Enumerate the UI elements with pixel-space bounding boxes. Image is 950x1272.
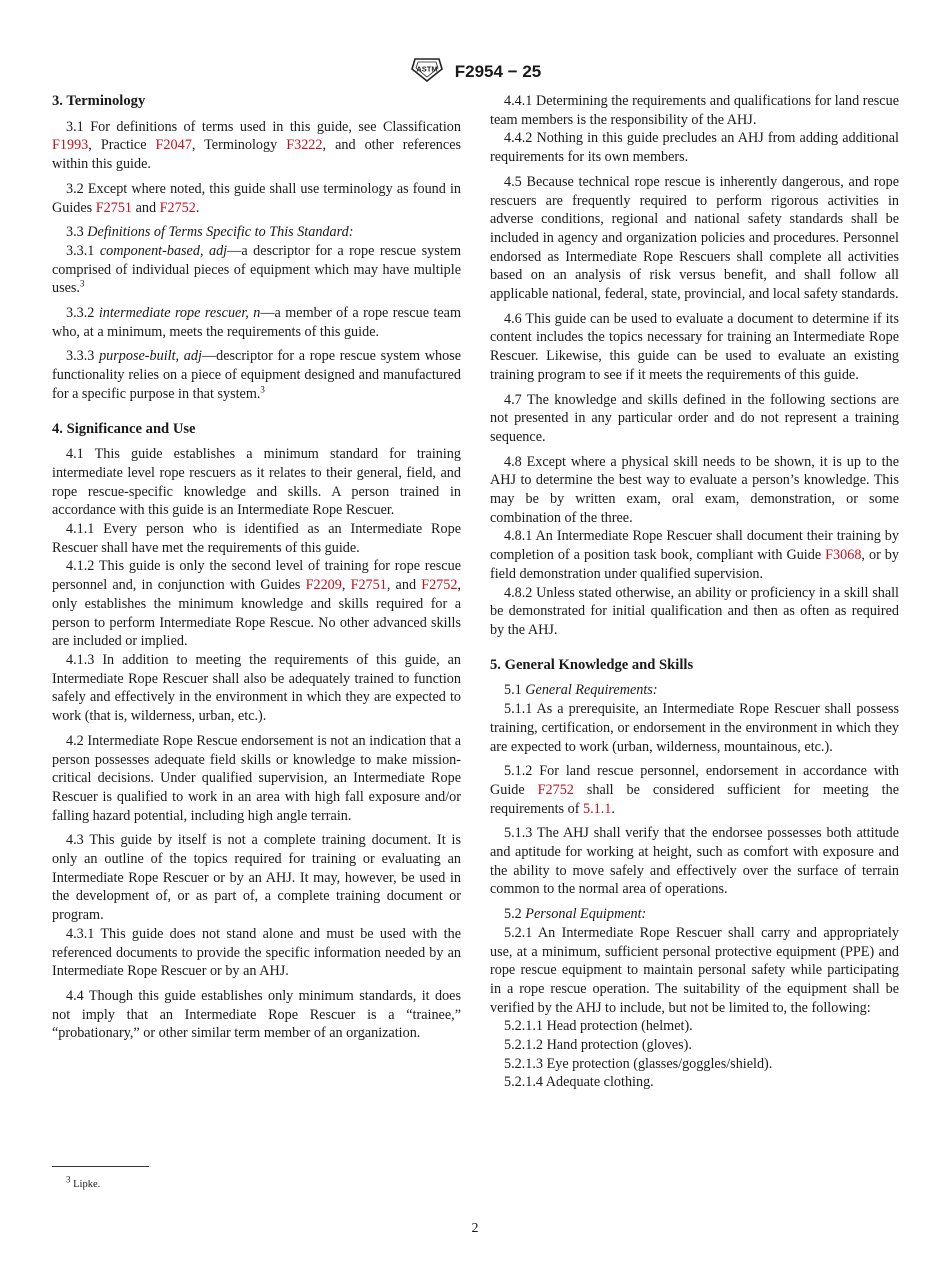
svg-text:ASTM: ASTM (416, 64, 438, 74)
ref-link-f2752[interactable]: F2752 (537, 781, 574, 798)
paragraph-4-1-1: 4.1.1 Every person who is identified as an Intermediate Rope Rescuer shall have met the requirements of this guide. (52, 521, 461, 556)
paragraph-4-5: 4.5 Because technical rope rescue is inherently dangerous, and rope rescuers are frequently required to perform rigorous activities in adverse conditions, regional and national safety standards shall be included in agency and organization policies and procedures. Personnel endorsed as Intermediate Rope Rescuers shall complete all activities based on an analysis of risk versus benefit, and shall follow all applicable national, federal, state, provincial, and local safety standards. (490, 173, 899, 303)
ref-link-f3222[interactable]: F3222 (286, 137, 323, 154)
ref-link-f2752[interactable]: F2752 (159, 199, 196, 216)
right-column (490, 92, 899, 1092)
ref-link-f2751[interactable]: F2751 (95, 199, 133, 216)
paragraph-4-1-3: 4.1.3 In addition to meeting the requirements of this guide, an Intermediate Rope Rescuer shall also be adequately trained to function safely and effectively in the environment in which they are expected to work (that is, wilderness, urban, etc.). (52, 651, 461, 725)
paragraph-5-1: 5.1 General Requirements: (504, 682, 658, 699)
list-item: 5.2.1.1 Head protection (helmet). (504, 1018, 693, 1035)
footnote-ref[interactable]: 3 (79, 278, 85, 289)
list-item: 5.2.1.3 Eye protection (glasses/goggles/shield). (504, 1055, 773, 1072)
paragraph-3-1: 3.1 For definitions of terms used in this guide, see Classification F1993, Practice F2047, Terminology F3222, and other references within this guide. (52, 118, 462, 173)
paragraph-4-1-2: 4.1.2 This guide is only the second level of training for rope rescue personnel and, in conjunction with Guides F2209, F2751, and F2752, only establishes the minimum knowledge and skills required for a person to perform Intermediate Rope Rescue. No other advanced skills are included or implied. (52, 558, 462, 650)
paragraph-3-3-1: 3.3.1 component-based, adj—a descriptor for a rope rescue system comprised of individual pieces of equipment which may have multiple uses.$^3$ (52, 242, 461, 297)
page-header (0, 56, 950, 87)
ref-link-f1993[interactable]: F1993 (52, 137, 89, 154)
paragraph-3-3-2: 3.3.2 intermediate rope rescuer, n—a member of a rope rescue team who, at a minimum, meets the requirements of this guide. (52, 305, 461, 340)
ref-link-f2751[interactable]: F2751 (350, 577, 387, 594)
paragraph-4-1: 4.1 This guide establishes a minimum standard for training intermediate level rope rescuers as it relates to their general, field, and rope rescue-specific knowledge and skills. A person trained in accordance with this guide is an Intermediate Rope Rescuer. (52, 446, 461, 519)
footnote: $^3$ Lipke. (66, 1174, 101, 1190)
paragraph-5-1-1: 5.1.1 As a prerequisite, an Intermediate Rope Rescuer shall possess training, certification, or endorsement in the environment in which they are expected to work (urban, wilderness, mountainous, etc.). (490, 701, 899, 755)
paragraph-3-3-3: 3.3.3 purpose-built, adj—descriptor for a rope rescue system whose functionality relies on a piece of equipment designed and manufactured for a specific purpose in that system.$^3$ (52, 348, 461, 402)
paragraph-4-4: 4.4 Though this guide establishes only minimum standards, it does not imply that an Intermediate Rope Rescuer is a “trainee,” “probationary,” or other similar term member of an organization. (52, 987, 461, 1042)
paragraph-4-7: 4.7 The knowledge and skills defined in the following sections are not presented in any particular order and do not represent a training sequence. (490, 391, 899, 445)
paragraph-4-4-1: 4.4.1 Determining the requirements and qualifications for land rescue team members is the responsibility of the AHJ. (490, 93, 899, 128)
footnote-divider (52, 1166, 149, 1167)
paragraph-4-6: 4.6 This guide can be used to evaluate a document to determine if its content includes the topics necessary for training an Intermediate Rope Rescuer. Likewise, this guide can be used to evaluate an existing training program to see if it meets the requirements of this guide. (490, 310, 899, 383)
paragraph-3-3: 3.3 Definitions of Terms Specific to This Standard: (66, 224, 354, 241)
paragraph-4-8-2: 4.8.2 Unless stated otherwise, an ability or proficiency in a skill shall be demonstrated for initial qualification and then as often as required by the AHJ. (490, 584, 899, 638)
standard-designation: F2954 − 25 (454, 61, 542, 81)
paragraph-4-8: 4.8 Except where a physical skill needs to be shown, it is up to the AHJ to determine the best way to evaluate a person’s knowledge. This may be by written exam, oral exam, demonstration, or some combination of the three. (490, 453, 899, 526)
astm-logo-icon (409, 56, 445, 87)
paragraph-4-8-1: 4.8.1 An Intermediate Rope Rescuer shall document their training by completion of a position task book, compliant with Guide F3068, or by field demonstration under qualified supervision. (490, 528, 899, 582)
list-item: 5.2.1.4 Adequate clothing. (504, 1074, 654, 1091)
ref-link-f2752[interactable]: F2752 (421, 577, 458, 594)
ref-link-f2047[interactable]: F2047 (155, 137, 192, 154)
paragraph-4-4-2: 4.4.2 Nothing in this guide precludes an AHJ from adding additional requirements for its own members. (490, 130, 899, 166)
section-3-heading: 3. Terminology (52, 93, 146, 109)
footnote-ref[interactable]: 3 (260, 384, 265, 395)
paragraph-5-1-3: 5.1.3 The AHJ shall verify that the endorsee possesses both attitude and aptitude for working at height, such as comfort with exposure and the ability to move safely and effectively over the surface of terrain common to the normal area of operations. (490, 825, 899, 898)
paragraph-5-2-1: 5.2.1 An Intermediate Rope Rescuer shall carry and appropriately use, at a minimum, sufficient personal protective equipment (PPE) and rope rescue equipment to maintain personal safety while participating in a rope rescue operation. The suitability of the equipment shall be verified by the AHJ to include, but not be limited to, the following: (490, 924, 899, 1016)
left-column (52, 92, 461, 1043)
paragraph-4-2: 4.2 Intermediate Rope Rescue endorsement is not an indication that a person possesses adequate field skills or knowledge to make mission-critical decisions. Under qualified supervision, an Intermediate Rope Rescuer is qualified to work in an area with high fall exposure and/or falling hazard potential, including high angle terrain. (52, 732, 461, 824)
page-number: 2 (471, 1221, 479, 1236)
section-4-heading: 4. Significance and Use (52, 420, 196, 437)
paragraph-4-3-1: 4.3.1 This guide does not stand alone and must be used with the referenced documents to provide the specific information needed by an Intermediate Rope Rescuer or by an AHJ. (52, 925, 461, 980)
paragraph-4-3: 4.3 This guide by itself is not a complete training document. It is only an outline of the topics required for training or evaluating an Intermediate Rope Rescuer or by an AHJ. It may, however, be used in the development of, or as part of, a complete training document or program. (52, 832, 461, 924)
ref-link-f3068[interactable]: F3068 (825, 547, 862, 564)
ref-link-5-1-1[interactable]: 5.1.1 (582, 800, 612, 817)
paragraph-3-2: 3.2 Except where noted, this guide shall use terminology as found in Guides F2751 and F2752. (52, 180, 461, 216)
ref-link-f2209[interactable]: F2209 (305, 577, 342, 594)
list-item: 5.2.1.2 Hand protection (gloves). (504, 1037, 692, 1054)
section-5-heading: 5. General Knowledge and Skills (490, 656, 694, 673)
paragraph-5-1-2: 5.1.2 For land rescue personnel, endorsement in accordance with Guide F2752 shall be considered sufficient for meeting the requirements of 5.1.1. (490, 763, 899, 817)
paragraph-5-2: 5.2 Personal Equipment: (504, 906, 647, 923)
